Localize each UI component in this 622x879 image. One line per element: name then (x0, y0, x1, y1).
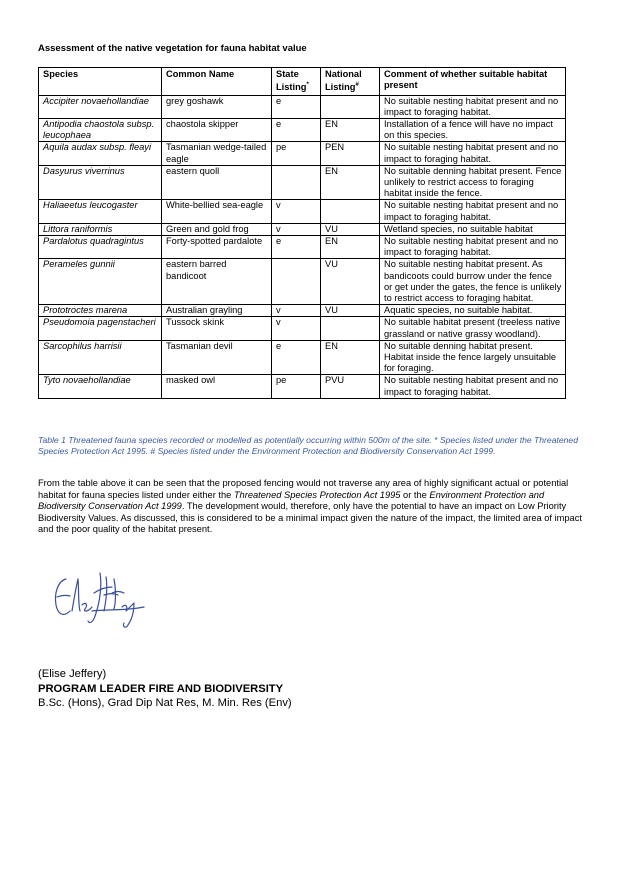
section-heading: Assessment of the native vegetation for fauna habitat value (38, 43, 307, 54)
cell-national-listing: PEN (321, 142, 380, 165)
cell-comment: No suitable nesting habitat present and no impact to foraging habitat. (380, 95, 566, 118)
cell-national-listing: EN (321, 118, 380, 141)
cell-species: Prototroctes marena (39, 305, 162, 317)
cell-state-listing: v (272, 317, 321, 340)
cell-national-listing (321, 317, 380, 340)
cell-common-name: eastern barred bandicoot (162, 259, 272, 305)
cell-comment: No suitable nesting habitat present and no impact to foraging habitat. (380, 142, 566, 165)
cell-state-listing: pe (272, 142, 321, 165)
header-state-listing: State Listing* (272, 68, 321, 96)
cell-comment: Aquatic species, no suitable habitat. (380, 305, 566, 317)
cell-common-name: Tasmanian wedge-tailed eagle (162, 142, 272, 165)
table-row (39, 259, 566, 305)
cell-state-listing (272, 165, 321, 200)
cell-species: Perameles gunnii (39, 259, 162, 305)
table-row (39, 223, 566, 235)
cell-comment: Wetland species, no suitable habitat (380, 223, 566, 235)
cell-state-listing: e (272, 95, 321, 118)
act-name: Threatened Species Protection Act 1995 (233, 489, 401, 500)
cell-state-listing (272, 259, 321, 305)
cell-common-name: Forty-spotted pardalote (162, 235, 272, 258)
cell-national-listing: VU (321, 223, 380, 235)
cell-state-listing: e (272, 340, 321, 375)
cell-species: Pardalotus quadragintus (39, 235, 162, 258)
table-row (39, 165, 566, 200)
cell-comment: No suitable denning habitat present. Fence unlikely to restrict access to foraging habitat inside the fence. (380, 165, 566, 200)
cell-common-name: masked owl (162, 375, 272, 398)
cell-national-listing: VU (321, 305, 380, 317)
cell-comment: No suitable nesting habitat present and no impact to foraging habitat. (380, 235, 566, 258)
cell-comment: No suitable denning habitat present. Habitat inside the fence largely unsuitable for foraging. (380, 340, 566, 375)
cell-species: Littora raniformis (39, 223, 162, 235)
cell-national-listing: EN (321, 340, 380, 375)
cell-comment: No suitable nesting habitat present and no impact to foraging habitat. (380, 375, 566, 398)
cell-species: Aquila audax subsp. fleayi (39, 142, 162, 165)
cell-comment: No suitable nesting habitat present. As bandicoots could burrow under the fence or get under the gates, the fence is unlikely to restrict access to foraging habitat. (380, 259, 566, 305)
cell-common-name: grey goshawk (162, 95, 272, 118)
cell-national-listing: PVU (321, 375, 380, 398)
table-row (39, 142, 566, 165)
table-row (39, 305, 566, 317)
signatory-title: PROGRAM LEADER FIRE AND BIODIVERSITY (38, 683, 284, 695)
cell-state-listing: e (272, 118, 321, 141)
cell-common-name: White-bellied sea-eagle (162, 200, 272, 223)
cell-common-name: Australian grayling (162, 305, 272, 317)
header-species: Species (39, 68, 162, 96)
table-row (39, 118, 566, 141)
cell-common-name: chaostola skipper (162, 118, 272, 141)
cell-national-listing: VU (321, 259, 380, 305)
signatory-name: (Elise Jeffery) (38, 668, 107, 680)
cell-common-name: Green and gold frog (162, 223, 272, 235)
cell-state-listing: pe (272, 375, 321, 398)
cell-species: Haliaeetus leucogaster (39, 200, 162, 223)
cell-national-listing (321, 95, 380, 118)
table-row (39, 200, 566, 223)
cell-species: Sarcophilus harrisii (39, 340, 162, 375)
cell-state-listing: v (272, 200, 321, 223)
table-caption: Table 1 Threatened fauna species recorded or modelled as potentially occurring within 500m of the site. * Species listed under the Threatened Species Protection Act 1995. # Species listed under the Environment Protection and Biodiversity Conservation Act 1999. (38, 435, 578, 456)
cell-species: Dasyurus viverrinus (39, 165, 162, 200)
table-row (39, 317, 566, 340)
signatory-qualifications: B.Sc. (Hons), Grad Dip Nat Res, M. Min. Res (Env) (38, 697, 292, 709)
table-row (39, 95, 566, 118)
cell-common-name: Tussock skink (162, 317, 272, 340)
cell-species: Accipiter novaehollandiae (39, 95, 162, 118)
table-header-row (39, 68, 566, 96)
fauna-table (38, 67, 566, 399)
cell-comment: No suitable nesting habitat present and no impact to foraging habitat. (380, 200, 566, 223)
cell-common-name: Tasmanian devil (162, 340, 272, 375)
cell-national-listing: EN (321, 165, 380, 200)
body-paragraph: From the table above it can be seen that the proposed fencing would not traverse any area of highly significant actual or potential habitat for fauna species listed under either the Threatened Species Protection Act 1995 or the Environment Protection and Biodiversity Conservation Act 1999. The development would, therefore, only have the potential to have an impact on Low Priority Biodiversity Values. As discussed, this is considered to be a minimal impact given the nature of the impact, the limited area of impact and the poor quality of the habitat present. (38, 478, 582, 535)
cell-state-listing: v (272, 223, 321, 235)
header-comment: Comment of whether suitable habitat present (380, 68, 566, 96)
act-name: Environment Protection and Biodiversity Conservation Act 1999 (38, 489, 545, 512)
cell-state-listing: e (272, 235, 321, 258)
header-common-name: Common Name (162, 68, 272, 96)
table-row (39, 340, 566, 375)
table-row (39, 235, 566, 258)
cell-species: Antipodia chaostola subsp. leucophaea (39, 118, 162, 141)
cell-national-listing (321, 200, 380, 223)
cell-species: Pseudomoia pagenstacheri (39, 317, 162, 340)
signature (48, 565, 158, 635)
cell-comment: No suitable habitat present (treeless native grassland or native grassy woodland). (380, 317, 566, 340)
cell-common-name: eastern quoll (162, 165, 272, 200)
table-row (39, 375, 566, 398)
cell-state-listing: v (272, 305, 321, 317)
header-national-listing: National Listing# (321, 68, 380, 96)
cell-comment: Installation of a fence will have no impact on this species. (380, 118, 566, 141)
cell-species: Tyto novaehollandiae (39, 375, 162, 398)
cell-national-listing: EN (321, 235, 380, 258)
